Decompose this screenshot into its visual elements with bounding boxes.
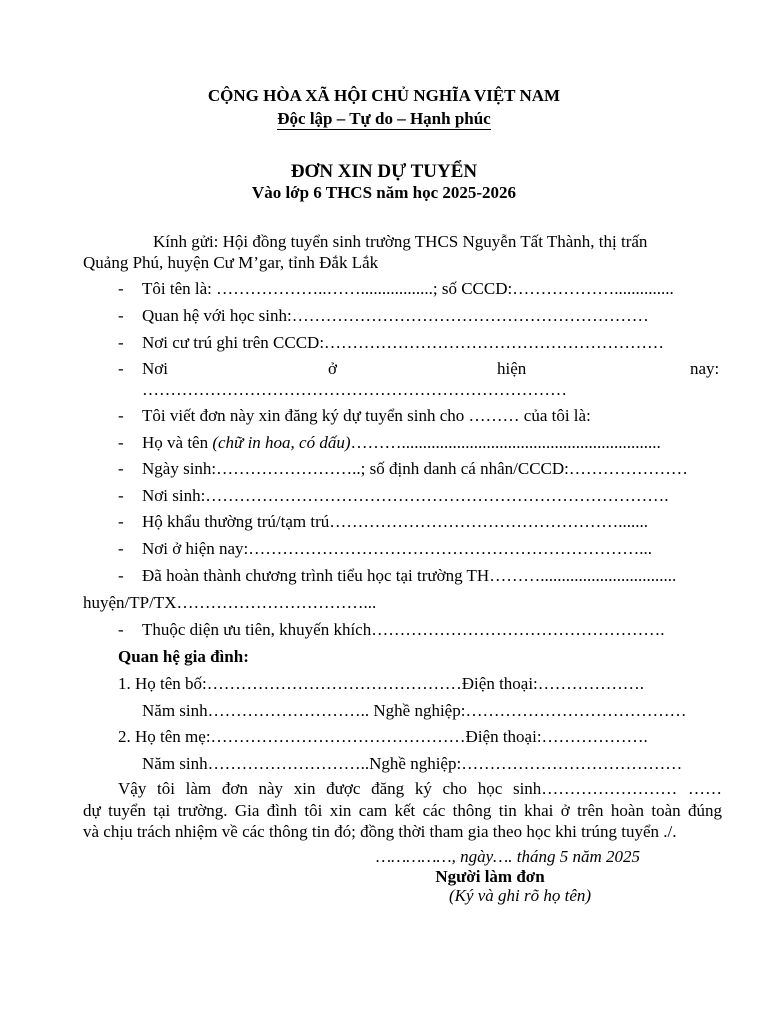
- field-text-cont: huyện/TP/TX……………………………...: [83, 593, 377, 612]
- national-title: CỘNG HÒA XÃ HỘI CHỦ NGHĨA VIỆT NAM: [207, 86, 561, 105]
- signature-note: (Ký và ghi rõ họ tên): [448, 886, 592, 905]
- field-text-cont: …………………………………………………………………: [142, 380, 567, 399]
- mother-row: 2. Họ tên mẹ:………………………………………Điện thoại:……………….: [118, 727, 648, 746]
- father-detail-row: Năm sinh……………………….. Nghề nghiệp:…………………………………: [142, 701, 687, 720]
- motto: Độc lập – Tự do – Hạnh phúc: [277, 109, 491, 128]
- motto-wrap: [0, 109, 768, 129]
- closing-line-1: Vậy tôi làm đơn này xin được đăng ký cho học sinh…………………… ……: [118, 779, 722, 798]
- bullet: -: [118, 433, 124, 452]
- mother-detail-row: Năm sinh………………………..Nghề nghiệp:…………………………………: [142, 754, 683, 773]
- field-text: Nơi sinh:……………………………………………………………………….: [142, 486, 669, 505]
- label: Họ và tên: [142, 433, 213, 452]
- field-text: Nơi ở hiện nay:……………………………………………………………...: [142, 539, 653, 558]
- bullet: -: [118, 306, 124, 325]
- bullet: -: [118, 512, 124, 531]
- field-text: Quan hệ với học sinh:………………………………………………………: [142, 306, 649, 325]
- field-text: Nơi cư trú ghi trên CCCD:……………………………………………………: [142, 333, 665, 352]
- word: hiện: [497, 359, 527, 378]
- bullet: -: [118, 539, 124, 558]
- father-row: 1. Họ tên bố:………………………………………Điện thoại:……………….: [118, 674, 645, 693]
- form-title: ĐƠN XIN DỰ TUYỂN: [290, 161, 478, 182]
- recipient-line-1: Kính gửi: Hội đồng tuyển sinh trường THCS Nguyễn Tất Thành, thị trấn: [153, 232, 648, 251]
- field-text: Tôi viết đơn này xin đăng ký dự tuyển sinh cho ……… của tôi là:: [142, 406, 591, 425]
- bullet: -: [118, 333, 124, 352]
- bullet: -: [118, 459, 124, 478]
- field-text: Hộ khẩu thường trú/tạm trú…………………………………………….......: [142, 512, 648, 531]
- signer-label: Người làm đơn: [435, 867, 545, 886]
- field-text: Tôi tên là: ………………..…….................; số CCCD:………………..............: [142, 279, 674, 298]
- closing-line-2: dự tuyển tại trường. Gia đình tôi xin cam kết các thông tin khai ở trên hoàn toàn đúng: [83, 801, 722, 820]
- dots: ……….............................................................: [350, 433, 661, 452]
- bullet: -: [118, 279, 124, 298]
- field-text: Thuộc diện ưu tiên, khuyến khích…………………………………………….: [142, 620, 665, 639]
- label-italic: (chữ in hoa, có dấu): [212, 433, 351, 452]
- field-text: Đã hoàn thành chương trình tiểu học tại trường TH………................................: [142, 566, 677, 585]
- word: nay:: [690, 359, 720, 378]
- recipient-line-2: Quảng Phú, huyện Cư M’gar, tỉnh Đắk Lắk: [83, 253, 379, 272]
- bullet: -: [118, 566, 124, 585]
- bullet: -: [118, 620, 124, 639]
- bullet: -: [118, 406, 124, 425]
- bullet: -: [118, 359, 124, 378]
- bullet: -: [118, 486, 124, 505]
- closing-line-3: và chịu trách nhiệm về các thông tin đó; đồng thời tham gia theo học khi trúng tuyển ./.: [83, 822, 677, 841]
- field-text: Ngày sinh:……………………..; số định danh cá nhân/CCCD:…………………: [142, 459, 688, 478]
- family-heading: Quan hệ gia đình:: [118, 647, 249, 666]
- form-subtitle: Vào lớp 6 THCS năm học 2025-2026: [251, 183, 517, 202]
- word: Nơi: [142, 359, 168, 378]
- signature-date: ……………, ngày…. tháng 5 năm 2025: [376, 847, 640, 866]
- field-text: [142, 433, 661, 453]
- word: ở: [328, 359, 337, 378]
